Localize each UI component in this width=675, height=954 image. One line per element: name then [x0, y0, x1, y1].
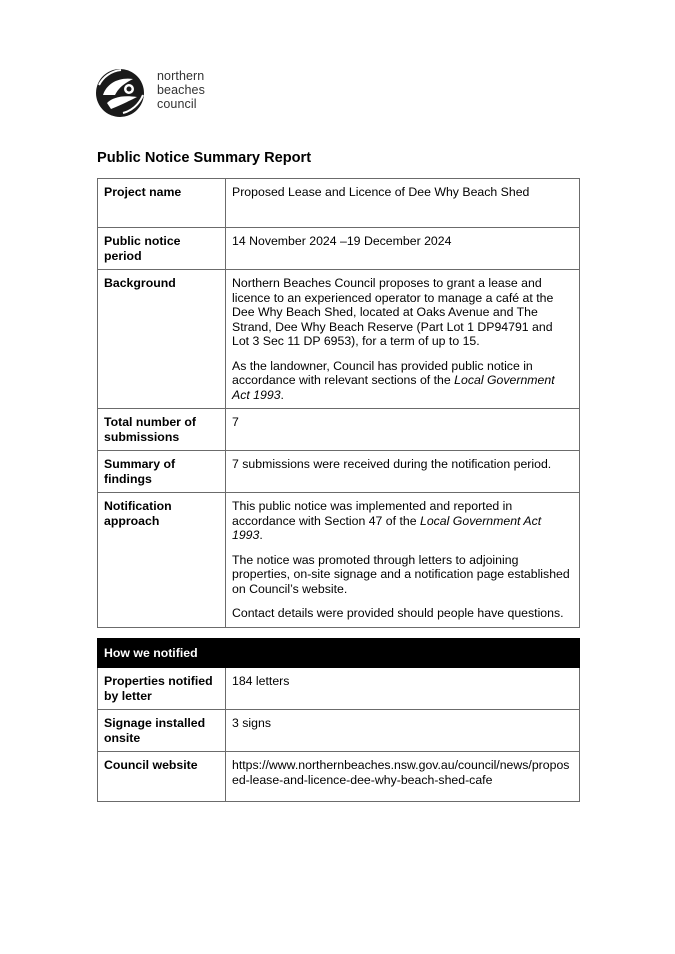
- approach-paragraph-1-end: .: [259, 528, 263, 542]
- letters-value: 184 letters: [226, 668, 580, 710]
- project-name-label: Project name: [98, 179, 226, 228]
- table-row: [98, 409, 580, 451]
- notification-approach-value: [226, 493, 580, 628]
- background-paragraph-2-end: .: [280, 387, 284, 402]
- notification-approach-label: Notification approach: [98, 493, 226, 628]
- act-name: Local Government Act 1993: [232, 513, 542, 542]
- table-header-row: [98, 639, 580, 668]
- letters-label: Properties notified by letter: [98, 668, 226, 710]
- table-row: [98, 270, 580, 409]
- logo-wordmark: [157, 69, 205, 111]
- council-logo: [93, 65, 223, 121]
- background-paragraph-2: [232, 359, 573, 403]
- approach-paragraph-1: [232, 499, 573, 543]
- northern-beaches-council-logo-mark-icon: [93, 65, 149, 119]
- table-row: [98, 668, 580, 710]
- project-name-value: Proposed Lease and Licence of Dee Why Beach Shed: [226, 179, 580, 228]
- table-row: [98, 179, 580, 228]
- table-row: [98, 752, 580, 802]
- page-title: Public Notice Summary Report: [97, 150, 312, 166]
- summary-of-findings-label: Summary of findings: [98, 451, 226, 493]
- summary-of-findings-value: 7 submissions were received during the notification period.: [226, 451, 580, 493]
- approach-paragraph-1-text: This public notice was implemented and reported in accordance with Section 47 of the: [232, 499, 513, 528]
- logo-line-2: beaches: [157, 83, 205, 97]
- public-notice-period-value: 14 November 2024 –19 December 2024: [226, 228, 580, 270]
- website-link[interactable]: https://www.northernbeaches.nsw.gov.au/council/news/proposed-lease-and-licence-dee-why-beach-shed-cafe: [226, 752, 580, 802]
- public-notice-period-label: Public notice period: [98, 228, 226, 270]
- background-paragraph-1: Northern Beaches Council proposes to grant a lease and licence to an experienced operator to manage a café at the Dee Why Beach Shed, located at Oaks Avenue and The Strand, Dee Why Beach Reserve (Part Lot 1 DP94791 and Lot 3 Sec 11 DP 6953), for a term of up to 15.: [232, 276, 554, 348]
- logo-line-1: northern: [157, 69, 205, 83]
- table-row: [98, 228, 580, 270]
- signage-value: 3 signs: [226, 710, 580, 752]
- summary-table: [97, 178, 580, 628]
- background-value: [226, 270, 580, 409]
- signage-label: Signage installed onsite: [98, 710, 226, 752]
- logo-line-3: council: [157, 97, 197, 111]
- background-label: Background: [98, 270, 226, 409]
- act-name: Local Government Act 1993: [232, 373, 555, 402]
- table-row: [98, 493, 580, 628]
- approach-paragraph-2: The notice was promoted through letters to adjoining properties, on-site signage and a notification page established on Council’s website.: [232, 552, 570, 596]
- table-row: [98, 451, 580, 493]
- website-label: Council website: [98, 752, 226, 802]
- how-we-notified-table: [97, 638, 580, 802]
- total-submissions-value: 7: [226, 409, 580, 451]
- table-row: [98, 710, 580, 752]
- background-paragraph-2-text: As the landowner, Council has provided public notice in accordance with relevant sections of the: [232, 358, 533, 387]
- how-we-notified-header: How we notified: [98, 639, 580, 668]
- approach-paragraph-3: Contact details were provided should people have questions.: [232, 606, 564, 620]
- total-submissions-label: Total number of submissions: [98, 409, 226, 451]
